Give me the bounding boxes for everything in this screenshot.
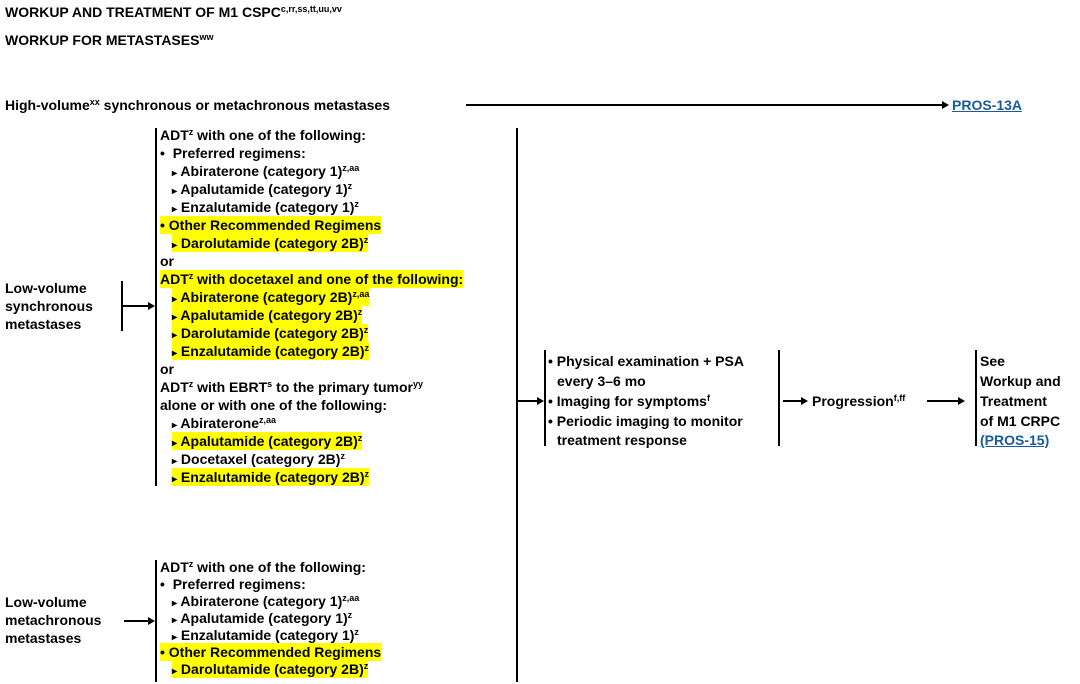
regimen-item: ▸ Apalutamide (category 1)$^z$: [172, 610, 353, 626]
monitoring-bracket-left: [544, 350, 546, 446]
triangle-icon: ▸: [172, 666, 178, 677]
triangle-icon: ▸: [172, 186, 178, 197]
arrow-head-icon: [942, 101, 949, 109]
triangle-icon: ▸: [172, 456, 178, 467]
sync-regimens-bracket: [155, 128, 157, 486]
high-volume-label: High-volume$^{xx}$ synchronous or metachronous metastases: [5, 97, 390, 113]
triangle-icon: ▸: [172, 615, 178, 626]
progression-connector: [783, 400, 801, 402]
regimen-item: ▸ Darolutamide (category 2B)$^z$: [172, 661, 369, 677]
preferred-label: • Preferred regimens:: [160, 145, 306, 161]
meta-connector: [124, 620, 148, 622]
monitoring-item-cont: treatment response: [557, 432, 687, 448]
triangle-icon: ▸: [172, 240, 178, 251]
regimen-item: ▸ Enzalutamide (category 2B)$^z$: [172, 343, 370, 359]
pros-15-link[interactable]: (PROS-15): [980, 432, 1050, 448]
regimen-item: ▸ Enzalutamide (category 2B)$^z$: [172, 469, 370, 485]
merge-connector: [517, 400, 537, 402]
other-recommended-label: • Other Recommended Regimens: [160, 217, 382, 233]
monitoring-item: • Physical examination + PSA: [548, 353, 744, 369]
page-title: WORKUP AND TREATMENT OF M1 $CSPC^{c,rr,ss,tt,uu,vv}$: [5, 4, 342, 20]
regimen-item: ▸ Apalutamide (category 2B)$^z$: [172, 433, 363, 449]
regimen-item: ▸ Abiraterone (category 1)$^{z,aa}$: [172, 163, 360, 179]
see-bracket: [975, 350, 977, 446]
regimen-item: ▸ Docetaxel (category 2B)$^z$: [172, 451, 345, 467]
see-line: Treatment: [980, 393, 1047, 409]
pros-13a-link[interactable]: PROS-13A: [952, 97, 1023, 113]
option1-heading: ADT$^z$ with one of the following:: [160, 127, 366, 143]
regimen-item: ▸ Abiraterone (category 2B)$^{z,aa}$: [172, 289, 370, 305]
other-recommended-label: • Other Recommended Regimens: [160, 644, 382, 660]
monitoring-item: • Periodic imaging to monitor: [548, 413, 743, 429]
triangle-icon: ▸: [172, 204, 178, 215]
regimen-item: ▸ Enzalutamide (category 1)$^z$: [172, 199, 359, 215]
regimen-item: ▸ Abiraterone$^{z,aa}$: [172, 415, 276, 431]
triangle-icon: ▸: [172, 420, 178, 431]
monitoring-item: • Imaging for symptoms$^f$: [548, 393, 710, 409]
arrow-head-icon: [148, 617, 155, 625]
preferred-label: • Preferred regimens:: [160, 576, 306, 592]
arrow-head-icon: [537, 397, 544, 405]
high-volume-arrow-line: [466, 104, 942, 106]
sync-connector: [121, 305, 148, 307]
or-separator: or: [160, 361, 174, 377]
regimen-item: ▸ Darolutamide (category 2B)$^z$: [172, 325, 369, 341]
meta-regimens-bracket: [155, 560, 157, 682]
triangle-icon: ▸: [172, 330, 178, 341]
monitoring-item-cont: every 3–6 mo: [557, 373, 646, 389]
triangle-icon: ▸: [172, 348, 178, 359]
or-separator: or: [160, 253, 174, 269]
option3-heading-line2: alone or with one of the following:: [160, 397, 388, 413]
triangle-icon: ▸: [172, 598, 178, 609]
page-subtitle: WORKUP FOR $METASTASES^{ww}$: [5, 32, 214, 48]
progression-label: Progression$^{f,ff}$: [812, 393, 906, 409]
regimen-item: ▸ Darolutamide (category 2B)$^z$: [172, 235, 369, 251]
regimen-item: ▸ Abiraterone (category 1)$^{z,aa}$: [172, 593, 360, 609]
low-volume-meta-label: Low-volume metachronous metastases: [5, 594, 102, 646]
low-volume-sync-label: Low-volume synchronous metastases: [5, 280, 93, 332]
see-line: of M1 CRPC: [980, 413, 1061, 429]
monitoring-bracket-right: [778, 350, 780, 446]
triangle-icon: ▸: [172, 312, 178, 323]
see-line: See: [980, 353, 1005, 369]
triangle-icon: ▸: [172, 294, 178, 305]
see-line: Workup and: [980, 373, 1061, 389]
arrow-head-icon: [148, 302, 155, 310]
option3-heading: ADT$^z$ with EBRT$^s$ to the primary tumor$^{yy}$: [160, 379, 423, 395]
arrow-head-icon: [801, 397, 808, 405]
regimens-merge-bar: [516, 128, 518, 682]
regimen-item: ▸ Enzalutamide (category 1)$^z$: [172, 627, 359, 643]
progression-out-line: [927, 400, 958, 402]
regimen-item: ▸ Apalutamide (category 2B)$^z$: [172, 307, 363, 323]
meta-heading: ADT$^z$ with one of the following:: [160, 559, 366, 575]
regimen-item: ▸ Apalutamide (category 1)$^z$: [172, 181, 353, 197]
arrow-head-icon: [958, 397, 965, 405]
triangle-icon: ▸: [172, 632, 178, 643]
triangle-icon: ▸: [172, 168, 178, 179]
triangle-icon: ▸: [172, 438, 178, 449]
triangle-icon: ▸: [172, 474, 178, 485]
option2-heading: ADT$^z$ with docetaxel and one of the following:: [160, 271, 464, 287]
